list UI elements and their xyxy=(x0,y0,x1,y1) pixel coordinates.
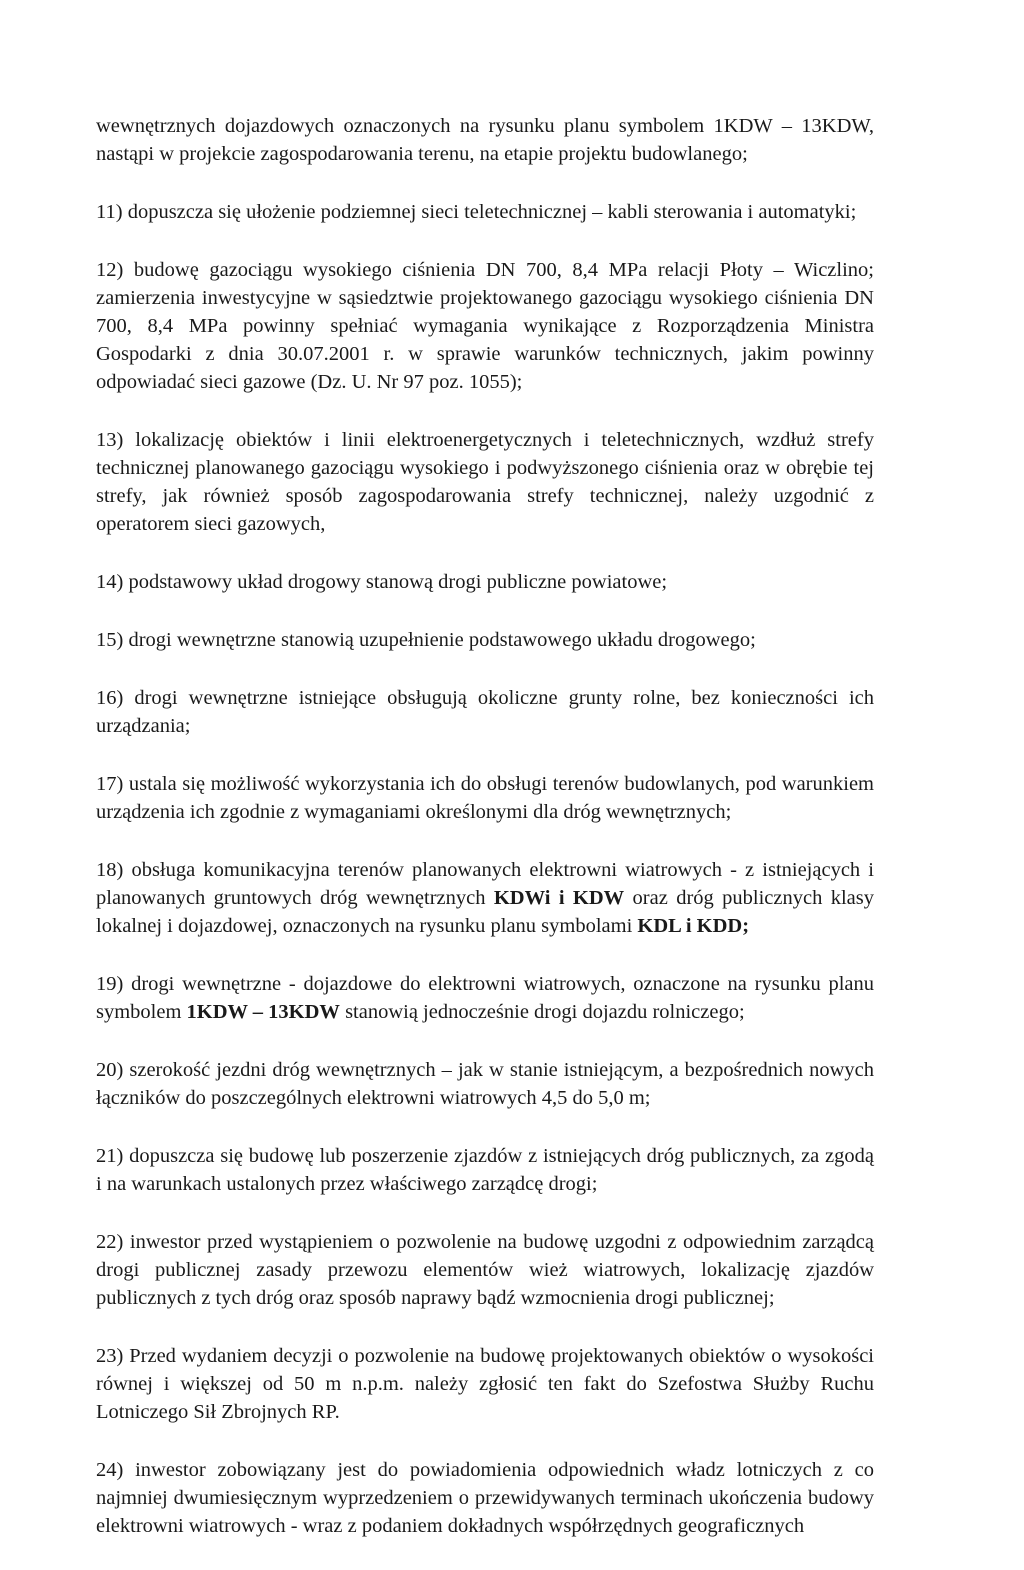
paragraph-19 xyxy=(96,970,874,1026)
paragraph-21: 21) dopuszcza się budowę lub poszerzenie zjazdów z istniejących dróg publicznych, za zgodą i na warunkach ustalonych przez właściwego zarządcę drogi; xyxy=(96,1145,874,1195)
paragraph-11: 11) dopuszcza się ułożenie podziemnej sieci teletechnicznej – kabli sterowania i automatyki; xyxy=(96,201,857,223)
symbol-1kdw-13kdw: 1KDW – 13KDW xyxy=(186,1001,340,1023)
paragraph-12: 12) budowę gazociągu wysokiego ciśnienia DN 700, 8,4 MPa relacji Płoty – Wiczlino; zamierzenia inwestycyjne w sąsiedztwie projektowanego gazociągu wysokiego ciśnienia DN 700, 8,4 MPa powinny spełniać wymagania wynikające z Rozporządzenia Ministra Gospodarki z dnia 30.07.2001 r. w sprawie warunków technicznych, jakim powinny odpowiadać sieci gazowe (Dz. U. Nr 97 poz. 1055); xyxy=(96,259,874,393)
paragraph-18-text-1: 18) obsługa komunikacyjna terenów planowanych elektrowni wiatrowych - z istniejących i planowanych gruntowych dróg wewnętrznych xyxy=(96,859,874,909)
paragraph-20: 20) szerokość jezdni dróg wewnętrznych – jak w stanie istniejącym, a bezpośrednich nowych łączników do poszczególnych elektrowni wiatrowych 4,5 do 5,0 m; xyxy=(96,1059,874,1109)
paragraph-16: 16) drogi wewnętrzne istniejące obsługują okoliczne grunty rolne, bez konieczności ich urządzania; xyxy=(96,687,874,737)
paragraph-14: 14) podstawowy układ drogowy stanową drogi publiczne powiatowe; xyxy=(96,571,668,593)
paragraph-22: 22) inwestor przed wystąpieniem o pozwolenie na budowę uzgodni z odpowiednim zarządcą drogi publicznej zasady przewozu elementów wież wiatrowych, lokalizację zjazdów publicznych z tych dróg oraz sposób naprawy bądź wzmocnienia drogi publicznej; xyxy=(96,1231,874,1309)
paragraph-19-text-2: stanowią jednocześnie drogi dojazdu rolniczego; xyxy=(339,1001,745,1023)
symbol-kdl-kdd: KDL i KDD; xyxy=(637,915,750,937)
paragraph-15: 15) drogi wewnętrzne stanowią uzupełnienie podstawowego układu drogowego; xyxy=(96,629,756,651)
symbol-kdw: KDW xyxy=(572,887,625,909)
paragraph-18 xyxy=(96,856,874,940)
symbol-kdwi: KDWi xyxy=(493,887,551,909)
paragraph-19-text-1: 19) drogi wewnętrzne - dojazdowe do elektrowni wiatrowych, oznaczone na rysunku planu symbolem xyxy=(96,973,874,1023)
paragraph-24: 24) inwestor zobowiązany jest do powiadomienia odpowiednich władz lotniczych z co najmniej dwumiesięcznym wyprzedzeniem o przewidywanych terminach ukończenia budowy elektrowni wiatrowych - wraz z podaniem dokładnych współrzędnych geograficznych xyxy=(96,1459,874,1537)
paragraph-13: 13) lokalizację obiektów i linii elektroenergetycznych i teletechnicznych, wzdłuż strefy technicznej planowanego gazociągu wysokiego i podwyższonego ciśnienia oraz w obrębie tej strefy, jak również sposób zagospodarowania strefy technicznej, należy uzgodnić z operatorem sieci gazowych, xyxy=(96,429,874,535)
paragraph-23: 23) Przed wydaniem decyzji o pozwolenie na budowę projektowanych obiektów o wysokości równej i większej od 50 m n.p.m. należy zgłosić ten fakt do Szefostwa Służby Ruchu Lotniczego Sił Zbrojnych RP. xyxy=(96,1345,874,1423)
document-page xyxy=(96,112,874,1570)
conjunction-i: i xyxy=(550,887,573,909)
paragraph-17: 17) ustala się możliwość wykorzystania ich do obsługi terenów budowlanych, pod warunkiem urządzenia ich zgodnie z wymaganiami określonymi dla dróg wewnętrznych; xyxy=(96,773,874,823)
paragraph-continuation: wewnętrznych dojazdowych oznaczonych na rysunku planu symbolem 1KDW – 13KDW, nastąpi w projekcie zagospodarowania terenu, na etapie projektu budowlanego; xyxy=(96,115,874,165)
paragraph-18-text-2: oraz dróg publicznych klasy lokalnej i dojazdowej, oznaczonych na rysunku planu symbolami xyxy=(96,887,874,937)
